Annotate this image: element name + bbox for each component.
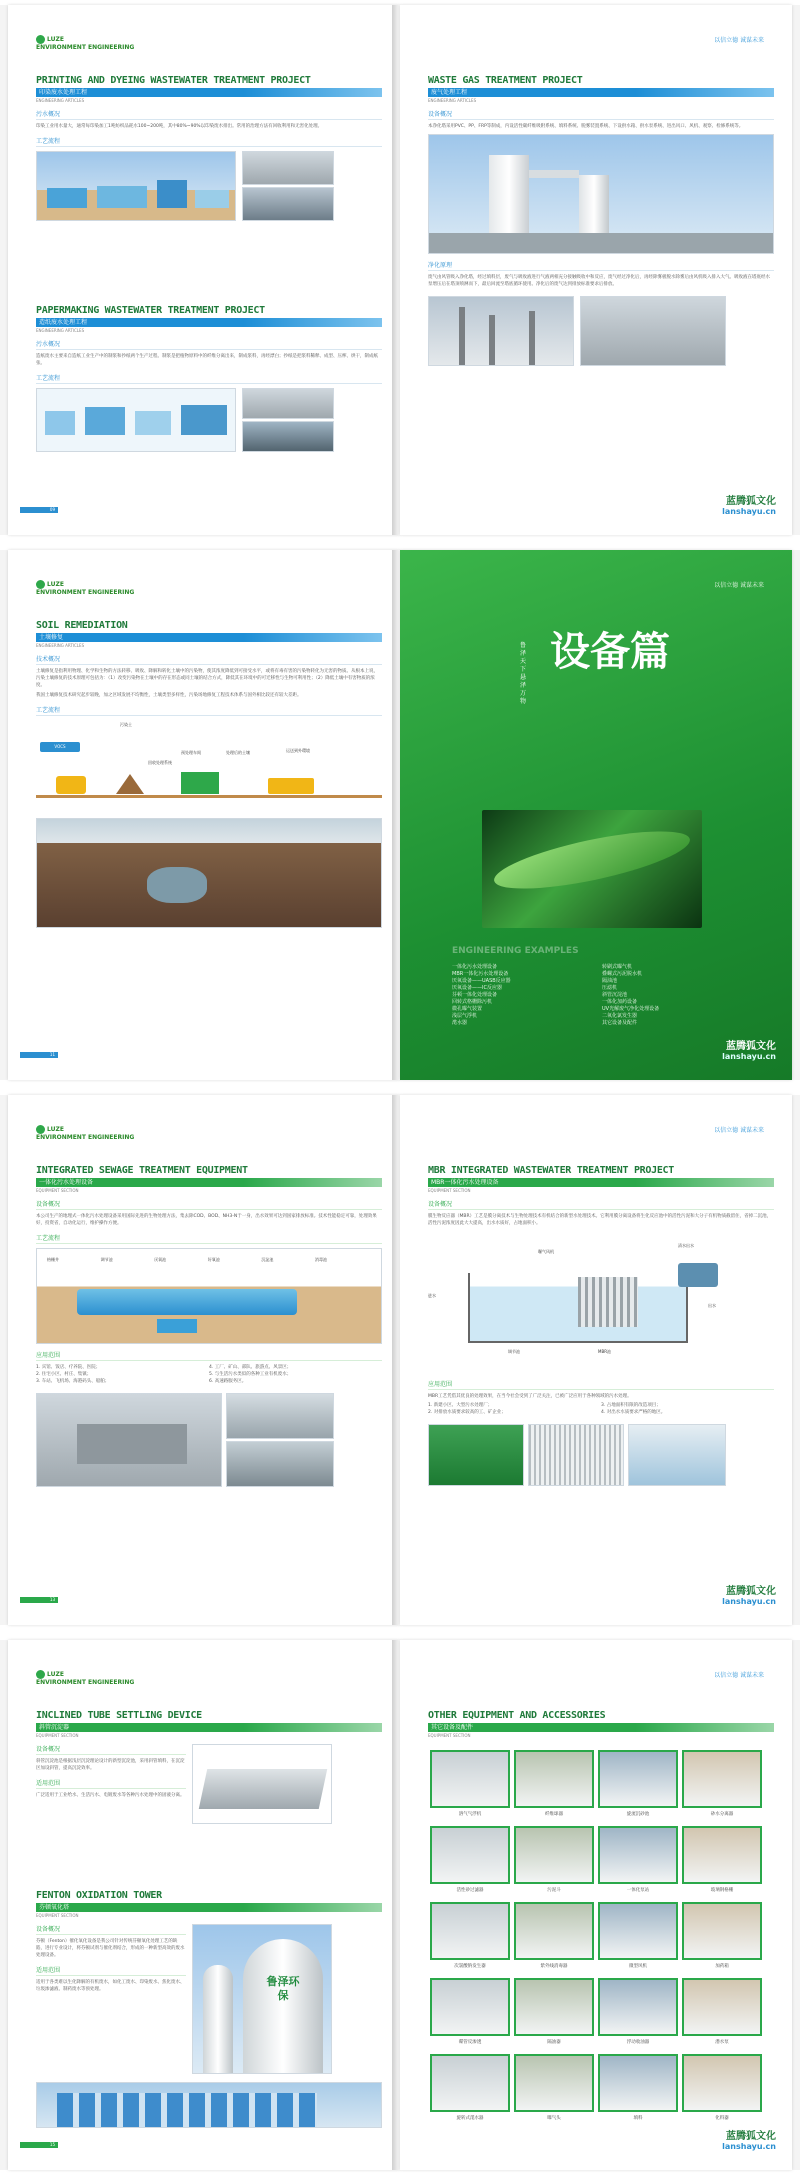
section-text: 本净化塔采用PVC、PP、FRP等制成，内设活性碳纤维吸附系统、填料系统、脱雾装置系统、下设供水箱、供水泵系统、进出风口、风机、观察、检修系统等。 xyxy=(428,124,744,129)
printing-photo-1 xyxy=(242,151,334,185)
brand-url: lanshayu.cn xyxy=(722,507,776,516)
app-item: 2. 对排放水质要求较高的工、矿企业； xyxy=(428,1410,506,1415)
logo-mark-icon xyxy=(36,1125,45,1134)
equipment-label: 活性砂过滤器 xyxy=(456,1888,484,1893)
flow-label: 预处理车间 xyxy=(181,750,201,755)
section-heading: 工艺流程 xyxy=(36,373,382,384)
equipment-label: 填料 xyxy=(633,2116,643,2121)
section-text: 斜管沉淀池是根据浅层沉淀理论设计的新型沉淀池，采用斜管填料，在沉淀区加设斜管，提高沉淀效率。 xyxy=(36,1759,185,1771)
brand-watermark xyxy=(722,1587,776,1607)
page-printing-papermaking xyxy=(8,5,400,535)
section-heading: 适用范围 xyxy=(36,1778,186,1789)
section-text: 本公司生产的地埋式一体化污水处理设备采用国际先进的生物处理方法，集去除COD、BOD、NH3-N于一身，出水效果可达到国家排放标准。技术性能稳定可靠，处理效果好，投资省，自动化运行，维护操作方便。 xyxy=(36,1214,377,1226)
mbr-unit-photo xyxy=(428,1424,524,1486)
equipment-list-item: 厌氧设备——IC反应器 xyxy=(452,985,502,991)
mbr-process-diagram xyxy=(428,1233,774,1373)
equipment-photo xyxy=(682,1902,762,1960)
project-title: INCLINED TUBE SETTLING DEVICE xyxy=(36,1710,202,1721)
mbr-render-photo xyxy=(628,1424,726,1486)
equipment-label: 微型风机 xyxy=(629,1964,647,1969)
section-heading: 应用范围 xyxy=(36,1350,382,1361)
project-title: FENTON OXIDATION TOWER xyxy=(36,1890,162,1901)
flow-label: 处理后的土壤 xyxy=(226,750,250,755)
project-sub: EQUIPMENT SECTION xyxy=(428,1188,471,1193)
equipment-list-item: 隔油池 xyxy=(602,978,618,984)
equipment-photo xyxy=(598,1902,678,1960)
fenton-tower-photo xyxy=(192,1924,332,2074)
luze-logo xyxy=(36,1125,134,1141)
app-item: 6. 高速路服务区。 xyxy=(209,1379,247,1384)
equipment-label: 碟管反渗透 xyxy=(458,2040,482,2045)
page-soil-remediation xyxy=(8,550,400,1080)
equipment-list-item: 芬顿一体化处理设备 xyxy=(452,992,498,998)
papermaking-project xyxy=(36,305,382,452)
flow-label: 运送到外環境 xyxy=(286,748,310,753)
equipment-list-item: 叠螺式污泥脱水机 xyxy=(602,971,643,977)
printing-process-diagram xyxy=(36,151,236,221)
flow-label: 污染土 xyxy=(120,722,132,727)
section-heading: 设备概况 xyxy=(428,109,774,120)
project-title: MBR INTEGRATED WASTEWATER TREATMENT PROJECT xyxy=(428,1165,674,1176)
equipment-photo-3 xyxy=(226,1441,334,1487)
equipment-label: 浮动收油器 xyxy=(626,2040,650,2045)
project-title: SOIL REMEDIATION xyxy=(36,620,128,631)
section-heading: 污水概况 xyxy=(36,109,382,120)
soil-flow-diagram xyxy=(36,720,382,810)
diagram-label: 进水 xyxy=(428,1293,436,1298)
equipment-photo xyxy=(514,1902,594,1960)
logo-sub: ENVIRONMENT ENGINEERING xyxy=(36,1679,135,1686)
spread-3 xyxy=(0,1095,800,1625)
equipment-list-2 xyxy=(602,964,752,1027)
equipment-label: 一体化泵站 xyxy=(626,1888,650,1893)
project-cn-bar: 印染废水处理工程 xyxy=(36,88,382,97)
section-text: MBR工艺凭借其优良的处理效果，在当今社会受到了广泛关注，已被广泛应用于各种领域的污水处理。 xyxy=(428,1394,632,1399)
diagram-label: 调节池 xyxy=(508,1349,520,1354)
equipment-photo xyxy=(430,1902,510,1960)
equipment-yard-photo xyxy=(36,1393,222,1487)
equipment-list-item: 斜管沉淀池 xyxy=(602,992,628,998)
logo-mark-icon xyxy=(36,35,45,44)
app-item: 1. 宾馆、饭店、疗养院、医院； xyxy=(36,1365,101,1370)
project-sub: EQUIPMENT SECTION xyxy=(36,1188,79,1193)
leaf-photo xyxy=(482,810,702,928)
brand-watermark xyxy=(722,2132,776,2152)
logo-sub: ENVIRONMENT ENGINEERING xyxy=(36,44,135,51)
app-item: 4. 对出水水质要求严格的地区。 xyxy=(601,1410,666,1415)
slogan: 以信立德 诚谋未来 xyxy=(714,37,764,44)
page-mbr xyxy=(400,1095,792,1625)
cover-title: 设备篇 xyxy=(550,628,670,675)
settling-device xyxy=(36,1710,382,1824)
equipment-photo xyxy=(598,2054,678,2112)
project-title: WASTE GAS TREATMENT PROJECT xyxy=(428,75,583,86)
other-equipment xyxy=(428,1710,774,1738)
page-settling-fenton xyxy=(8,1640,400,2170)
equipment-list-item: 二氧化氯发生器 xyxy=(602,1013,638,1019)
printing-project xyxy=(36,75,382,221)
logo-name: LUZE xyxy=(47,1126,64,1133)
spread-2 xyxy=(0,550,800,1080)
app-list xyxy=(36,1364,382,1385)
stage-label: 格栅井 xyxy=(47,1257,59,1262)
section-text: 印染工业用水量大，通常每印染加工1吨纺织品耗水100~200吨，其中80%~90%以印染废水排出。常用的治理方法有回收利用和无害化处理。 xyxy=(36,124,323,129)
stage-label: 调节池 xyxy=(100,1257,113,1262)
equipment-photo xyxy=(682,1978,762,2036)
equipment-list-item: 滗水器 xyxy=(452,1020,468,1026)
project-title: OTHER EQUIPMENT AND ACCESSORIES xyxy=(428,1710,606,1721)
equipment-photo xyxy=(514,1826,594,1884)
project-cn-bar: 芬顿氧化塔 xyxy=(36,1903,382,1912)
page-number: 13 xyxy=(20,1597,58,1603)
cover-eng: ENGINEERING EXAMPLES xyxy=(452,946,579,956)
section-heading: 技术概况 xyxy=(36,654,382,665)
project-title: INTEGRATED SEWAGE TREATMENT EQUIPMENT xyxy=(36,1165,248,1176)
section-text: 我国土壤修复技术研究起步较晚，加之区域发展不均衡性，土壤类型多样性，污染场地修复工程技术体系与国外相比较还有较大差距。 xyxy=(36,693,302,698)
equipment-label: 次氯酸钠发生器 xyxy=(454,1964,486,1969)
slogan: 以信立德 诚谋未来 xyxy=(714,1672,764,1679)
equipment-photo xyxy=(682,2054,762,2112)
logo-mark-icon xyxy=(36,1670,45,1679)
excavator-icon xyxy=(56,776,86,794)
brand-url: lanshayu.cn xyxy=(722,1052,776,1061)
equipment-photo xyxy=(682,1750,762,1808)
equipment-label: 曝气头 xyxy=(547,2116,561,2121)
section-text: 广泛适用于工业给水、生活污水、电镀废水等各种污水处理中的固液分离。 xyxy=(36,1793,185,1798)
papermaking-photo-2 xyxy=(242,421,334,452)
section-heading: 工艺流程 xyxy=(36,705,382,716)
stage-label: 沉淀池 xyxy=(261,1257,274,1262)
equipment-photo xyxy=(598,1978,678,2036)
logo-mark-icon xyxy=(36,580,45,589)
project-cn-bar: 斜管沉淀器 xyxy=(36,1723,382,1732)
equipment-list-item: 转刷式曝气机 xyxy=(602,964,633,970)
equipment-list-item: 厌氧设备——UASB反应器 xyxy=(452,978,511,984)
brand-url: lanshayu.cn xyxy=(722,1597,776,1606)
equipment-label: 潜水泵 xyxy=(715,2040,729,2045)
equipment-label: 纤维球器 xyxy=(545,1812,563,1817)
equipment-photo xyxy=(598,1826,678,1884)
equipment-label: 砂水分离器 xyxy=(710,1812,734,1817)
diagram-label: 曝气风机 xyxy=(538,1249,554,1254)
brand-cn: 蓝腾狐文化 xyxy=(726,1586,776,1597)
project-sub: EQUIPMENT SECTION xyxy=(36,1733,79,1738)
equipment-list-item: 回转式格栅除污机 xyxy=(452,999,493,1005)
project-sub: EQUIPMENT SECTION xyxy=(428,1733,471,1738)
logo-name: LUZE xyxy=(47,1671,64,1678)
diagram-label: 出水 xyxy=(708,1303,716,1308)
scrubber-tower-photo xyxy=(428,134,774,254)
chimney-photo xyxy=(428,296,574,366)
blower-icon xyxy=(678,1263,718,1287)
soil-pile-icon xyxy=(116,774,144,794)
papermaking-process-diagram xyxy=(36,388,236,452)
equipment-list-item: 一体化污水处理设备 xyxy=(452,964,498,970)
section-heading: 适用范围 xyxy=(36,1965,186,1976)
page-number: 11 xyxy=(20,1052,58,1058)
equipment-label: 玻璃钢格栅 xyxy=(710,1888,734,1893)
section-heading: 应用范围 xyxy=(428,1379,774,1390)
equipment-photo xyxy=(430,2054,510,2112)
flow-label: 回收处理系统 xyxy=(148,760,172,765)
project-sub: EQUIPMENT SECTION xyxy=(36,1913,79,1918)
luze-logo xyxy=(36,35,134,51)
equipment-list-item: 一体化加药设备 xyxy=(602,999,638,1005)
equipment-label: 污泥斗 xyxy=(547,1888,561,1893)
cover-slogan: 鲁泽天下 悬泽万物 xyxy=(520,642,527,705)
equipment-list-item: 微孔曝气装置 xyxy=(452,1006,483,1012)
project-sub: ENGINEERING ARTICLES xyxy=(36,98,85,103)
tower-lettering: 鲁泽环保 xyxy=(266,1975,300,2002)
page-equipment-cover xyxy=(400,550,792,1080)
project-cn-bar: 废气处理工程 xyxy=(428,88,774,97)
page-number: 09 xyxy=(20,507,58,513)
flow-label: VOCS xyxy=(40,742,80,752)
section-text: 造纸废水主要来自造纸工业生产中的制浆和抄纸两个生产过程。制浆是把植物原料中的纤维分离出来，制成浆料，再经漂白；抄纸是把浆料稀释、成型、压榨、烘干，制成纸张。 xyxy=(36,354,378,366)
section-text: 芬顿（Fenton）催化氧化设备是我公司针对传统芬顿氧化处理工艺的缺陷，进行专业设计，将芬顿试剂与催化剂结合，形成的一种新型高效的废水处理设备。 xyxy=(36,1939,185,1958)
logo-name: LUZE xyxy=(47,581,64,588)
spread-4 xyxy=(0,1640,800,2170)
equipment-photo xyxy=(514,1978,594,2036)
app-item: 3. 车站、飞机场、海港码头、船舶； xyxy=(36,1379,110,1384)
app-item: 4. 工厂、矿山、部队、旅游点、风景区； xyxy=(209,1365,292,1370)
equipment-photo xyxy=(514,1750,594,1808)
section-heading: 工艺流程 xyxy=(36,1233,382,1244)
diagram-label: 清水出水 xyxy=(678,1243,694,1248)
logo-sub: ENVIRONMENT ENGINEERING xyxy=(36,589,135,596)
equipment-photo xyxy=(682,1826,762,1884)
spread-1 xyxy=(0,5,800,535)
section-heading: 工艺流程 xyxy=(36,136,382,147)
luze-logo xyxy=(36,580,134,596)
section-text: 土壤修复是指利用物理、化学和生物的方法转移、吸收、降解和转化土壤中的污染物，使其浓度降低到可接受水平，或将有毒有害的污染物转化为无害的物质。从根本上说，污染土壤修复的技术原理可包括为：（1）改变污染物在土壤中的存在形态或同土壤的结合方式，降低其在环境中的可迁移性与生物可利用性；（2）降低土壤中有害物质的浓度。 xyxy=(36,669,378,688)
project-sub: ENGINEERING ARTICLES xyxy=(36,328,85,333)
project-cn-bar: 造纸废水处理工程 xyxy=(36,318,382,327)
waste-gas-project xyxy=(428,75,774,366)
brand-url: lanshayu.cn xyxy=(722,2142,776,2151)
equipment-list-item: MBR一体化污水处理设备 xyxy=(452,971,509,977)
page-integrated-sewage xyxy=(8,1095,400,1625)
page-number: 15 xyxy=(20,2142,58,2148)
equipment-label: 加药箱 xyxy=(715,1964,729,1969)
equipment-label: 紫外线消毒器 xyxy=(540,1964,568,1969)
page-waste-gas xyxy=(400,5,792,535)
brand-watermark xyxy=(722,1042,776,1062)
sewage-process-diagram xyxy=(36,1248,382,1344)
tower-row-photo xyxy=(36,2082,382,2128)
equipment-photo-2 xyxy=(226,1393,334,1439)
section-heading: 设备概况 xyxy=(36,1744,186,1755)
app-item: 3. 占地面积有限的改造项目； xyxy=(601,1403,661,1408)
brand-cn: 蓝腾狐文化 xyxy=(726,2131,776,2142)
project-cn-bar: MBR一体化污水处理设备 xyxy=(428,1178,774,1187)
papermaking-photo-1 xyxy=(242,388,334,419)
settling-tank-photo xyxy=(192,1744,332,1824)
logo-sub: ENVIRONMENT ENGINEERING xyxy=(36,1134,135,1141)
project-sub: ENGINEERING ARTICLES xyxy=(36,643,85,648)
mbr-equipment xyxy=(428,1165,774,1486)
project-cn-bar: 其它设备及配件 xyxy=(428,1723,774,1732)
stage-label: 好氧池 xyxy=(207,1257,220,1262)
equipment-label: 化料器 xyxy=(715,2116,729,2121)
brand-cn: 蓝腾狐文化 xyxy=(726,496,776,507)
section-heading: 净化原理 xyxy=(428,260,774,271)
logo-name: LUZE xyxy=(47,36,64,43)
luze-logo xyxy=(36,1670,134,1686)
fenton-tower xyxy=(36,1890,382,2128)
brand-watermark xyxy=(722,497,776,517)
section-heading: 设备概况 xyxy=(36,1924,186,1935)
brand-cn: 蓝腾狐文化 xyxy=(726,1041,776,1052)
diagram-label: MBR池 xyxy=(598,1349,611,1354)
app-item: 2. 住宅小区、村庄、集镇； xyxy=(36,1372,92,1377)
equipment-label: 旋流沉砂池 xyxy=(626,1812,650,1817)
app-item: 5. 与生活污水类似的各种工业有机废水； xyxy=(209,1372,292,1377)
treatment-building-icon xyxy=(181,772,219,794)
equipment-list-item: UV光解废气净化处理设备 xyxy=(602,1006,660,1012)
equipment-list-item: 压滤机 xyxy=(602,985,618,991)
project-cn-bar: 土壤修复 xyxy=(36,633,382,642)
equipment-label: 旋转式滗水器 xyxy=(456,2116,484,2121)
app-list xyxy=(428,1402,774,1416)
slogan: 以信立德 诚谋未来 xyxy=(714,1127,764,1134)
soil-site-photo xyxy=(36,818,382,928)
project-title: PAPERMAKING WASTEWATER TREATMENT PROJECT xyxy=(36,305,265,316)
soil-project xyxy=(36,620,382,928)
equipment-label: 隔油器 xyxy=(547,2040,561,2045)
gas-equipment-photo xyxy=(580,296,726,366)
equipment-grid xyxy=(430,1750,766,2130)
equipment-list-item: 浅层气浮机 xyxy=(452,1013,478,1019)
page-other-equipment xyxy=(400,1640,792,2170)
section-text: 适用于各类难以生化降解的有机废水，如化工废水、印染废水、焦化废水、垃圾渗滤液、制药废水等预处理。 xyxy=(36,1980,185,1992)
slogan: 以信立德 诚谋未来 xyxy=(714,582,764,589)
section-text: 废气由风管吸入净化塔，经过填料层，废气与吸收液进行气液两相充分接触吸收中和反应，废气经过净化后，再经除雾板脱水除雾后由风机吸入排入大气。吸收液在塔底经水泵增压后在塔顶喷淋而下，最后回流至塔底循环使用。净化后的废气达到排放标准要求后排放。 xyxy=(428,275,770,287)
equipment-list-1 xyxy=(452,964,602,1027)
equipment-list-item: 其它设备及配件 xyxy=(602,1020,638,1026)
section-heading: 污水概况 xyxy=(36,339,382,350)
equipment-photo xyxy=(430,1750,510,1808)
section-text: 膜生物反应器（MBR）工艺是膜分离技术与生物处理技术有机结合的新型水处理技术。它利用膜分离设备将生化反应池中的活性污泥和大分子有机物质截留住，省掉二沉池，活性污泥浓度因此大大提高，出水水质好，占地面积小。 xyxy=(428,1214,772,1226)
equipment-photo xyxy=(514,2054,594,2112)
project-sub: ENGINEERING ARTICLES xyxy=(428,98,477,103)
section-heading: 设备概况 xyxy=(36,1199,382,1210)
project-title: PRINTING AND DYEING WASTEWATER TREATMENT PROJECT xyxy=(36,75,311,86)
equipment-photo xyxy=(430,1978,510,2036)
section-heading: 设备概况 xyxy=(428,1199,774,1210)
project-cn-bar: 一体化污水处理设备 xyxy=(36,1178,382,1187)
equipment-label: 溶气气浮机 xyxy=(458,1812,482,1817)
printing-photo-2 xyxy=(242,187,334,221)
equipment-photo xyxy=(598,1750,678,1808)
stage-label: 消毒池 xyxy=(314,1257,327,1262)
membrane-photo xyxy=(528,1424,624,1486)
sewage-equipment xyxy=(36,1165,382,1487)
app-item: 1. 新建小区、大型污水处理厂； xyxy=(428,1403,493,1408)
equipment-photo xyxy=(430,1826,510,1884)
stage-label: 厌氧池 xyxy=(154,1257,167,1262)
truck-icon xyxy=(268,778,314,794)
